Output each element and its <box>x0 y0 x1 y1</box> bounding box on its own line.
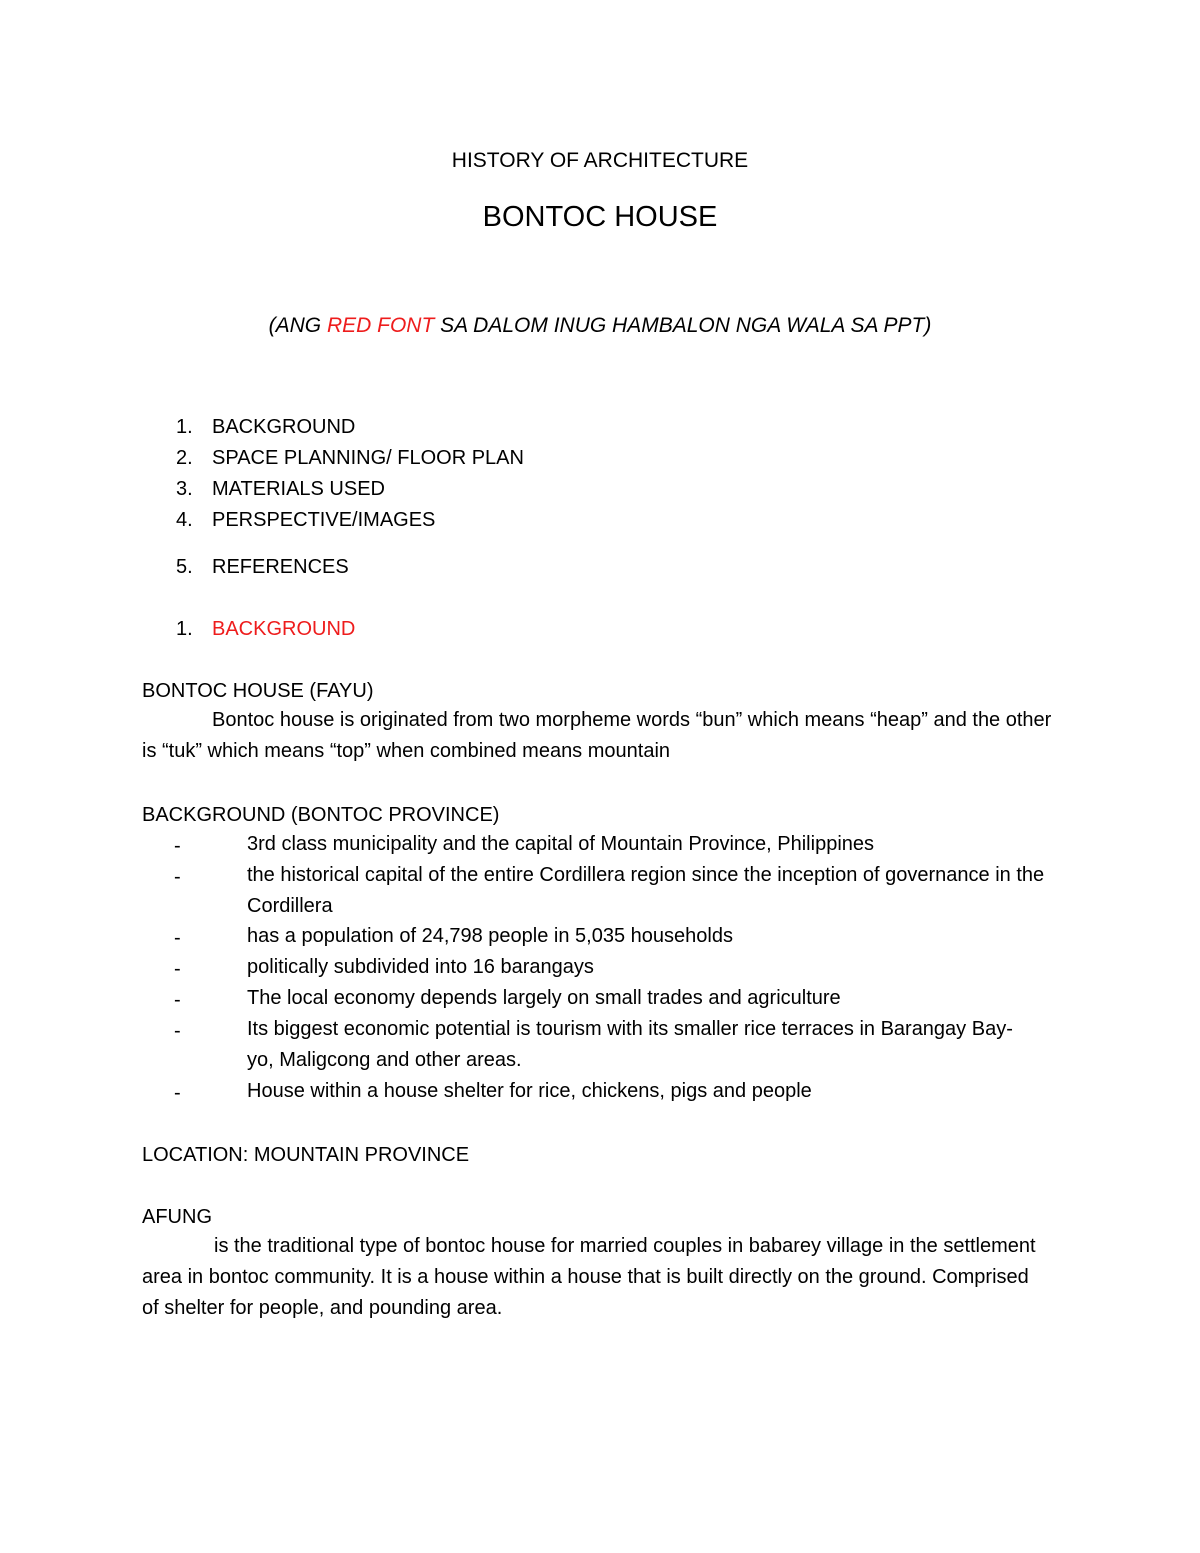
afung-heading: AFUNG <box>142 1206 212 1228</box>
course-title: HISTORY OF ARCHITECTURE <box>451 149 749 172</box>
outline-item-background: BACKGROUND <box>212 416 356 438</box>
bontoc-house-heading: BONTOC HOUSE (FAYU) <box>142 680 374 702</box>
province-bullet: House within a house shelter for rice, chickens, pigs and people <box>247 1080 812 1102</box>
outline-number-5: 5. <box>176 556 193 578</box>
outline-item-space-planning: SPACE PLANNING/ FLOOR PLAN <box>212 447 524 469</box>
outline-item-references: REFERENCES <box>212 556 349 578</box>
section-heading-background: BACKGROUND <box>212 618 356 640</box>
location-heading: LOCATION: MOUNTAIN PROVINCE <box>142 1144 470 1166</box>
bontoc-house-paragraph: Bontoc house is originated from two morpheme words “bun” which means “heap” and the other is “tuk” which means “top” when combined means mountain <box>142 709 1052 762</box>
bullet-dash: - <box>174 927 181 949</box>
province-bullet: 3rd class municipality and the capital of Mountain Province, Philippines <box>247 833 875 855</box>
note-red-font: RED FONT <box>326 314 435 337</box>
outline-number-2: 2. <box>176 447 193 469</box>
province-bullet: the historical capital of the entire Cordillera region since the inception of governance in the Cordillera <box>247 864 1045 917</box>
instruction-note <box>0 315 1200 336</box>
bullet-dash: - <box>174 958 181 980</box>
note-prefix: (ANG <box>268 314 327 337</box>
note-suffix: SA DALOM INUG HAMBALON NGA WALA SA PPT) <box>434 314 932 337</box>
bullet-dash: - <box>174 866 181 888</box>
outline-item-perspective: PERSPECTIVE/IMAGES <box>212 509 436 531</box>
province-bullet: has a population of 24,798 people in 5,035 households <box>247 925 733 947</box>
province-bullet: Its biggest economic potential is tourism with its smaller rice terraces in Barangay Bay-yo, Maligcong and other areas. <box>247 1018 1013 1071</box>
bullet-dash: - <box>174 1082 181 1104</box>
outline-number-3: 3. <box>176 478 193 500</box>
outline-number-1: 1. <box>176 416 193 438</box>
afung-paragraph: is the traditional type of bontoc house for married couples in babarey village in the settlement area in bontoc community. It is a house within a house that is built directly on the ground. Comprised of shelter for people, and pounding area. <box>142 1235 1036 1319</box>
outline-item-materials: MATERIALS USED <box>212 478 385 500</box>
document-title: BONTOC HOUSE <box>482 201 718 233</box>
bullet-dash: - <box>174 989 181 1011</box>
province-bullet: The local economy depends largely on small trades and agriculture <box>247 987 841 1009</box>
bullet-dash: - <box>174 1020 181 1042</box>
section-number: 1. <box>176 618 193 640</box>
bullet-dash: - <box>174 835 181 857</box>
outline-number-4: 4. <box>176 509 193 531</box>
province-heading: BACKGROUND (BONTOC PROVINCE) <box>142 804 500 826</box>
province-bullet: politically subdivided into 16 barangays <box>247 956 594 978</box>
